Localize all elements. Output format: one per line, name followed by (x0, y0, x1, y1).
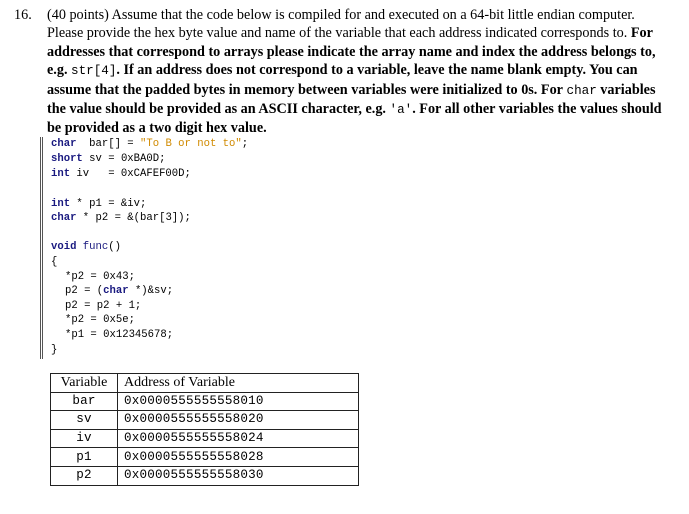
question-bold-3: variables the value should be provided as an ASCII character, e.g. (47, 81, 656, 118)
question-bold-2: . If an address does not correspond to a variable, leave the name blank empty. You can assume that the padded bytes in memory between variables were initialized to 0s. For (47, 62, 638, 98)
code-line-5: char * p2 = &(bar[3]); (51, 212, 191, 224)
code-line-13: } (51, 344, 58, 356)
table-row (51, 448, 359, 467)
table-row (51, 466, 359, 485)
question-intro: Assume that the code below is compiled for and executed on a 64-bit little endian computer. Please provide the hex byte value and name of the variable that each address indicated corresponds to. (47, 7, 635, 42)
header-variable: Variable (51, 374, 118, 393)
variable-name: sv (51, 411, 118, 430)
code-line-10: p2 = p2 + 1; (65, 300, 142, 312)
question-body (47, 6, 664, 138)
table-row (51, 392, 359, 411)
address-table (50, 373, 359, 486)
header-address: Address of Variable (118, 374, 359, 393)
variable-address: 0x0000555555558028 (118, 448, 359, 467)
char-keyword: char (566, 83, 597, 98)
code-line-1: char bar[] = "To B or not to"; (51, 138, 249, 150)
variable-name: p2 (51, 466, 118, 485)
variable-address: 0x0000555555558020 (118, 411, 359, 430)
question-bold-4: . For all other variables the values should be provided as a two digit hex value. (47, 101, 662, 137)
variable-address: 0x0000555555558010 (118, 392, 359, 411)
code-line-11: *p2 = 0x5e; (65, 314, 135, 326)
code-line-12: *p1 = 0x12345678; (65, 329, 174, 341)
question-number: 16. (14, 7, 32, 23)
variable-name: p1 (51, 448, 118, 467)
code-line-4: int * p1 = &iv; (51, 198, 147, 210)
question-text (14, 6, 664, 138)
variable-address: 0x0000555555558024 (118, 429, 359, 448)
code-line-6: void func() (51, 241, 121, 253)
question-points: (40 points) (47, 7, 109, 23)
variable-name: bar (51, 392, 118, 411)
code-line-2: short sv = 0xBA0D; (51, 153, 166, 165)
variable-address: 0x0000555555558030 (118, 466, 359, 485)
example-str: str[4] (71, 64, 117, 79)
code-line-9: p2 = (char *)&sv; (65, 285, 174, 297)
code-line-3: int iv = 0xCAFEF00D; (51, 168, 191, 180)
question-bold-1: For addresses that correspond to arrays please indicate the array name and index the address belongs to, e.g. (47, 25, 656, 79)
table-row (51, 429, 359, 448)
code-line-7: { (51, 256, 58, 268)
variable-name: iv (51, 429, 118, 448)
example-char: 'a' (389, 103, 413, 118)
code-line-8: *p2 = 0x43; (65, 271, 135, 283)
table-header-row (51, 374, 359, 393)
table-row (51, 411, 359, 430)
code-block (40, 137, 363, 359)
